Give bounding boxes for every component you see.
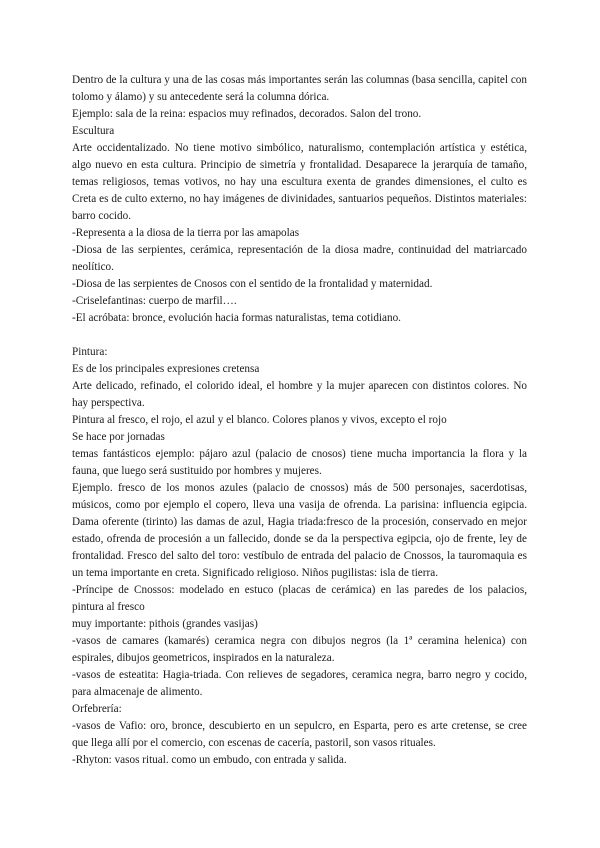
list-item-principe: -Príncipe de Cnossos: modelado en estuco (placas de cerámica) en las paredes de los palacios, pintura al fresco — [72, 584, 527, 613]
list-item-vafio: -vasos de Vafio: oro, bronce, descubierto en un sepulcro, en Esparta, pero es arte cretense, se cree que llega allí por el comercio, con escenas de cacería, pastoril, son vasos rituales. — [72, 720, 527, 749]
paragraph-ejemplo-monos: Ejemplo. fresco de los monos azules (palacio de cnossos) más de 500 personajes, sacerdotisas, músicos, como por ejemplo el copero, lleva una vasija de ofrenda. La parisina: influencia egipcia. Dama oferente (tirinto) las damas de azul, Hagia triada:fresco de la procesión, conservado en mejor estado, ofrenda de procesión a un fallecido, donde se da la perspectiva egipcia, ojo de frente, ley de frontalidad. Fresco del salto del toro: vestíbulo de entrada del palacio de Cnossos, la tauromaquia es un tema importante en creta. Significado religioso. Niños pugilistas: isla de tierra. — [72, 482, 527, 579]
paragraph-example-sala: Ejemplo: sala de la reina: espacios muy refinados, decorados. Salon del trono. — [72, 108, 422, 120]
list-item-diosa-serpientes: -Diosa de las serpientes, cerámica, representación de la diosa madre, continuidad del matriarcado neolítico. — [72, 244, 527, 273]
list-item-diosa-tierra: -Representa a la diosa de la tierra por las amapolas — [72, 227, 300, 239]
list-item-criselefantinas: -Criselefantinas: cuerpo de marfil…. — [72, 295, 237, 307]
paragraph-columns: Dentro de la cultura y una de las cosas más importantes serán las columnas (basa sencilla, capitel con tolomo y álamo) y su antecedente será la columna dórica. — [72, 74, 527, 103]
paragraph-temas: temas fantásticos ejemplo: pájaro azul (palacio de cnosos) tiene mucha importancia la flora y la fauna, que luego será sustituido por hombres y mujeres. — [72, 448, 527, 477]
list-item-rhyton: -Rhyton: vasos ritual. como un embudo, con entrada y salida. — [72, 754, 347, 766]
document-page — [72, 72, 527, 769]
list-item-acrobata: -El acróbata: bronce, evolución hacia formas naturalistas, tema cotidiano. — [72, 312, 401, 324]
heading-orfebreria: Orfebrería: — [72, 703, 122, 715]
list-item-diosa-cnosos: -Diosa de las serpientes de Cnosos con el sentido de la frontalidad y maternidad. — [72, 278, 433, 290]
paragraph-fresco: Pintura al fresco, el rojo, el azul y el blanco. Colores planos y vivos, excepto el rojo — [72, 414, 447, 426]
blank-line — [72, 327, 527, 344]
heading-pintura: Pintura: — [72, 346, 108, 358]
paragraph-expresiones: Es de los principales expresiones cretensa — [72, 363, 260, 375]
paragraph-arte-delicado: Arte delicado, refinado, el colorido ideal, el hombre y la mujer aparecen con distintos colores. No hay perspectiva. — [72, 380, 527, 409]
paragraph-escultura: Arte occidentalizado. No tiene motivo simbólico, naturalismo, contemplación artística y estética, algo nuevo en esta cultura. Principio de simetría y frontalidad. Desaparece la jerarquía de tamaño, temas religiosos, temas votivos, no hay una escultura exenta de grandes dimensiones, el culto es Creta es de culto externo, no hay imágenes de divinidades, santuarios pequeños. Distintos materiales: barro cocido. — [72, 142, 527, 222]
heading-escultura: Escultura — [72, 125, 115, 137]
list-item-camares: -vasos de camares (kamarés) ceramica negra con dibujos negros (la 1ª ceramina helenica) con espirales, dibujos geometricos, inspirados en la naturaleza. — [72, 635, 527, 664]
list-item-esteatita: -vasos de esteatita: Hagia-triada. Con relieves de segadores, ceramica negra, barro negro y cocido, para almacenaje de alimento. — [72, 669, 527, 698]
paragraph-jornadas: Se hace por jornadas — [72, 431, 165, 443]
paragraph-pithois: muy importante: pithois (grandes vasijas) — [72, 618, 258, 630]
